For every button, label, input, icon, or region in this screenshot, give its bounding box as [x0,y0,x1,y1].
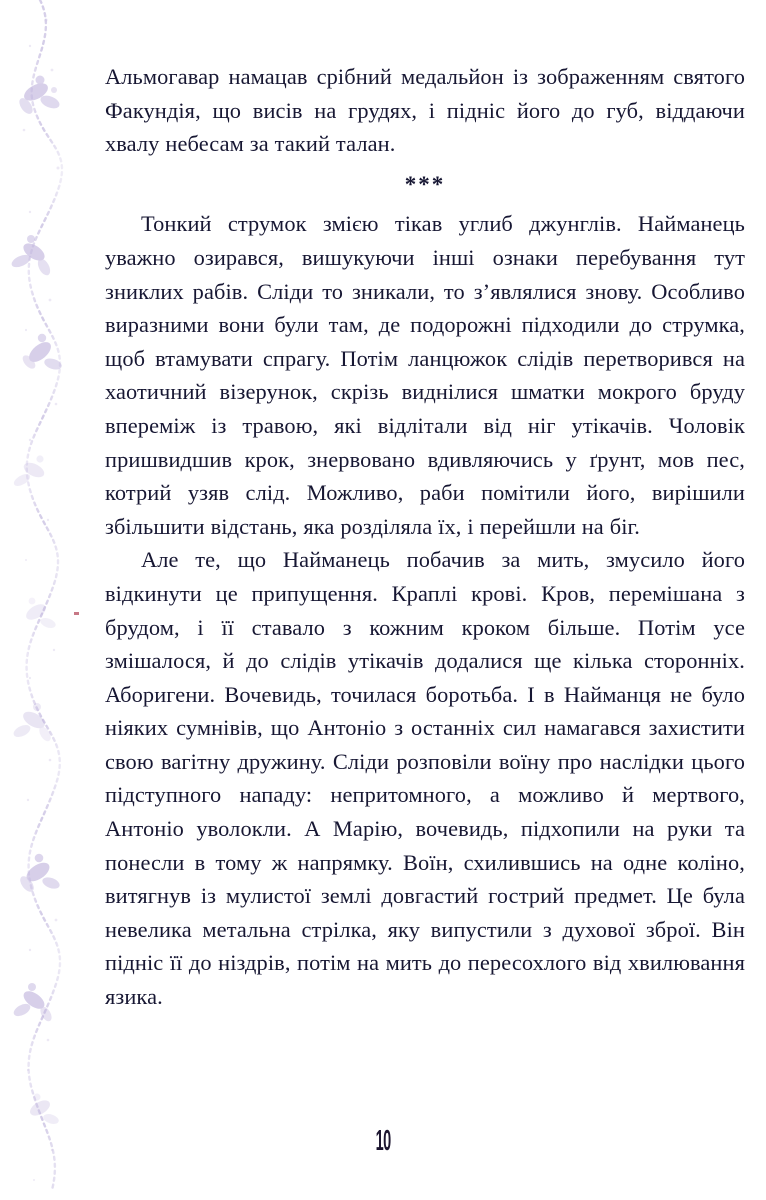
page-number-value: 10 [375,1125,391,1157]
paragraph: Але те, що Найманець побачив за мить, змусило його відкинути це припущення. Краплі крові. Кров, перемішана з брудом, і її ставало з кожним кроком більше. Потім усе змішалося, й до слідів утікачів додалися ще кілька сторонніх. Аборигени. Вочевидь, точилася боротьба. І в Найманця не було ніяких сумнівів, що Антоніо з останніх сил намагався захистити свою вагітну дружину. Сліди розповіли воїну про наслідки цього підступного нападу: непритомного, а можливо й мертвого, Антоніо уволокли. А Марію, вочевидь, підхопили на руки та понесли в тому ж напрямку. Воїн, схилившись на одне коліно, витягнув із мулистої землі довгастий гострий предмет. Це була невелика метальна стрілка, яку випустили з духової зброї. Він підніс її до ніздрів, потім на мить до пересохлого від хвилювання язика. [105,547,745,1010]
body-text-column [105,60,745,1014]
paragraph: Тонкий струмок змією тікав углиб джунглів. Найманець уважно озирався, вишукуючи інші ознаки перебування тут зниклих рабів. Сліди то зникали, то з’являлися знову. Особливо виразними вони були там, де подорожні підходили до струмка, щоб втамувати спрагу. Потім ланцюжок слідів перетворився на хаотичний візерунок, скрізь виднілися шматки мокрого бруду впереміж із травою, які відлітали від ніг утікачів. Чоловік пришвидшив крок, знервовано вдивляючись у ґрунт, мов пес, котрий узяв слід. Можливо, раби помітили його, вирішили збільшити відстань, яка розділяла їх, і перейшли на біг. [105,211,745,539]
page-number [0,1127,766,1156]
scene-divider: *** [404,171,446,197]
vine-ornament-icon [0,0,92,1200]
paragraph: Альмогавар намацав срібний медальйон із зображенням святого Факундія, що висів на грудях, і підніс його до губ, віддаючи хвалу небесам за такий талан. [105,64,745,157]
